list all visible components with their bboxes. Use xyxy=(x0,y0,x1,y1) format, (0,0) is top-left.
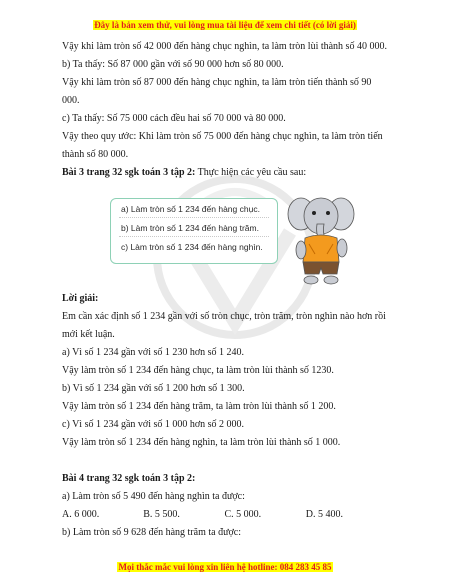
answer-option: A. 6 000. xyxy=(62,509,100,520)
paragraph: b) Ta thấy: Số 87 000 gần với số 90 000 hơn số 80 000. xyxy=(62,59,284,70)
task-item: a) Làm tròn số 1 234 đến hàng chục. xyxy=(121,204,260,214)
preview-banner-text: Đây là bản xem thử, vui lòng mua tài liệu để xem chi tiết (có lời giải) xyxy=(94,20,356,30)
task-divider xyxy=(119,236,269,237)
paragraph: b) Vì số 1 234 gần với số 1 200 hơn số 1 300. xyxy=(62,383,245,394)
paragraph: Em cần xác định số 1 234 gần với số tròn chục, tròn trăm, tròn nghìn nào hơn rồi mới kết luận. xyxy=(62,311,386,340)
task-item: c) Làm tròn số 1 234 đến hàng nghìn. xyxy=(121,242,263,252)
paragraph: Vậy khi làm tròn số 87 000 đến hàng chục nghìn, ta làm tròn tiến thành số 90 000. xyxy=(62,77,372,106)
question: b) Làm tròn số 9 628 đến hàng trăm ta được: xyxy=(62,527,241,538)
answer-option: B. 5 500. xyxy=(143,509,180,520)
exercise-heading xyxy=(62,164,387,182)
exercise-prompt: Thực hiện các yêu cầu sau: xyxy=(195,167,307,178)
exercise-title: Bài 3 trang 32 sgk toán 3 tập 2: xyxy=(62,167,196,178)
exercise-heading xyxy=(62,470,387,488)
exercise-title: Bài 4 trang 32 sgk toán 3 tập 2: xyxy=(62,473,196,484)
answer-options xyxy=(62,506,387,524)
spacer xyxy=(62,452,387,470)
paragraph: Vậy khi làm tròn số 42 000 đến hàng chục nghìn, ta làm tròn lùi thành số 40 000. xyxy=(62,41,387,52)
question: a) Làm tròn số 5 490 đến hàng nghìn ta được: xyxy=(62,491,245,502)
exercise-figure xyxy=(62,184,387,286)
document-body xyxy=(62,38,387,542)
paragraph: c) Ta thấy: Số 75 000 cách đều hai số 70 000 và 80 000. xyxy=(62,113,286,124)
paragraph: Vậy theo quy ước: Khi làm tròn số 75 000 đến hàng chục nghìn, ta làm tròn tiến thành số 80 000. xyxy=(62,131,383,160)
task-box xyxy=(110,198,278,264)
paragraph: a) Vì số 1 234 gần với số 1 230 hơn số 1 240. xyxy=(62,347,245,358)
solution-label: Lời giải: xyxy=(62,293,99,304)
paragraph: c) Vì số 1 234 gần với số 1 000 hơn số 2 000. xyxy=(62,419,245,430)
preview-banner xyxy=(0,20,450,30)
paragraph: Vậy làm tròn số 1 234 đến hàng trăm, ta làm tròn lùi thành số 1 200. xyxy=(62,401,336,412)
task-divider xyxy=(119,217,269,218)
task-item: b) Làm tròn số 1 234 đến hàng trăm. xyxy=(121,223,259,233)
hotline-text: Mọi thắc mắc vui lòng xin liên hệ hotline: 084 283 45 85 xyxy=(118,562,332,572)
answer-option: D. 5 400. xyxy=(305,509,343,520)
answer-option: C. 5 000. xyxy=(224,509,262,520)
hotline-banner xyxy=(0,562,450,572)
paragraph: Vậy làm tròn số 1 234 đến hàng chục, ta làm tròn lùi thành số 1230. xyxy=(62,365,334,376)
elephant-mascot-icon xyxy=(287,188,355,286)
solution-heading xyxy=(62,290,387,308)
paragraph: Vậy làm tròn số 1 234 đến hàng nghìn, ta làm tròn lùi thành số 1 000. xyxy=(62,437,341,448)
